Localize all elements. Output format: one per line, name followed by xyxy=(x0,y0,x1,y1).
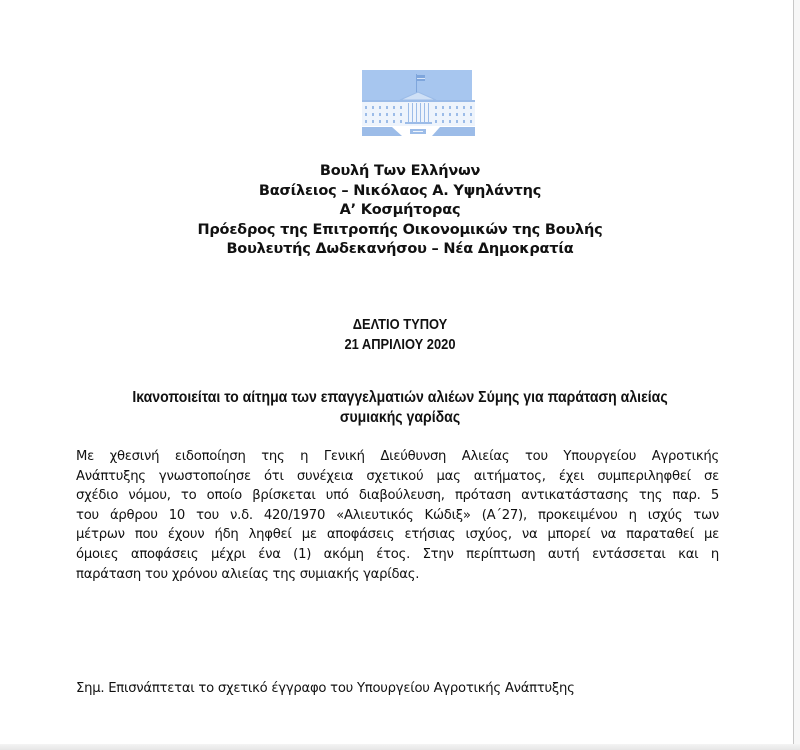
mp-office: Α’ Κοσμήτορας xyxy=(339,202,461,219)
attachment-note: Σημ. Επισνάπτεται το σχετικό έγγραφο του Υπουργείου Αγροτικής Ανάπτυξης xyxy=(76,681,575,696)
hellenic-parliament-building-icon xyxy=(362,70,475,136)
document-title xyxy=(83,388,717,428)
body-line: μέτρων που έχουν ήδη ληφθεί με αποφάσεις ετήσιας ισχύος, να μπορεί να παραταθεί με xyxy=(76,527,719,543)
mp-name: Βασίλειος – Νικόλαος Α. Υψηλάντης xyxy=(258,182,542,199)
mp-committee-role: Πρόεδρος της Επιτροπής Οικονομικών της Βουλής xyxy=(197,221,603,238)
viewer-gutter xyxy=(794,0,800,750)
body-line: Ανάπτυξης γνωστοποίησε ότι συνέχεια σχετικού μας αιτήματος, έχει συμπεριληφθεί σε xyxy=(76,468,719,484)
parliament-logo xyxy=(362,70,475,136)
press-release-heading xyxy=(142,315,658,355)
title-line: Ικανοποιείται το αίτημα των επαγγελματιών αλιέων Σύμης για παράταση αλιείας xyxy=(132,389,668,406)
press-release-date: 21 ΑΠΡΙΛΙΟΥ 2020 xyxy=(344,336,456,353)
title-line: συμιακής γαρίδας xyxy=(339,409,461,426)
body-line: του άρθρου 10 του ν.δ. 420/1970 «Αλιευτικός Κώδιξ» (Α΄27), προκειμένου η ισχύς των xyxy=(76,507,719,523)
body-line: σχέδιο νόμου, το οποίο βρίσκεται υπό διαβούλευση, πρόταση αντικατάστασης της παρ. 5 xyxy=(76,488,719,504)
body-line: όμοιες αποφάσεις μέχρι ένα (1) ακόμη έτος. Στην περίπτωση αυτή εντάσσεται και η xyxy=(76,546,719,562)
mp-constituency-party: Βουλευτής Δωδεκανήσου – Νέα Δημοκρατία xyxy=(226,241,574,258)
letterhead xyxy=(100,162,700,260)
body-line: παράταση του χρόνου αλιείας της συμιακής γαρίδας. xyxy=(76,566,420,582)
body-paragraph xyxy=(76,447,719,584)
parliament-name: Βουλή Των Ελλήνων xyxy=(319,163,481,179)
body-line: Με χθεσινή ειδοποίηση της η Γενική Διεύθυνση Αλιείας του Υπουργείου Αγροτικής xyxy=(76,449,719,464)
press-release-label: ΔΕΛΤΙΟ ΤΥΠΟΥ xyxy=(352,316,448,333)
page-bottom-shadow xyxy=(0,744,800,750)
